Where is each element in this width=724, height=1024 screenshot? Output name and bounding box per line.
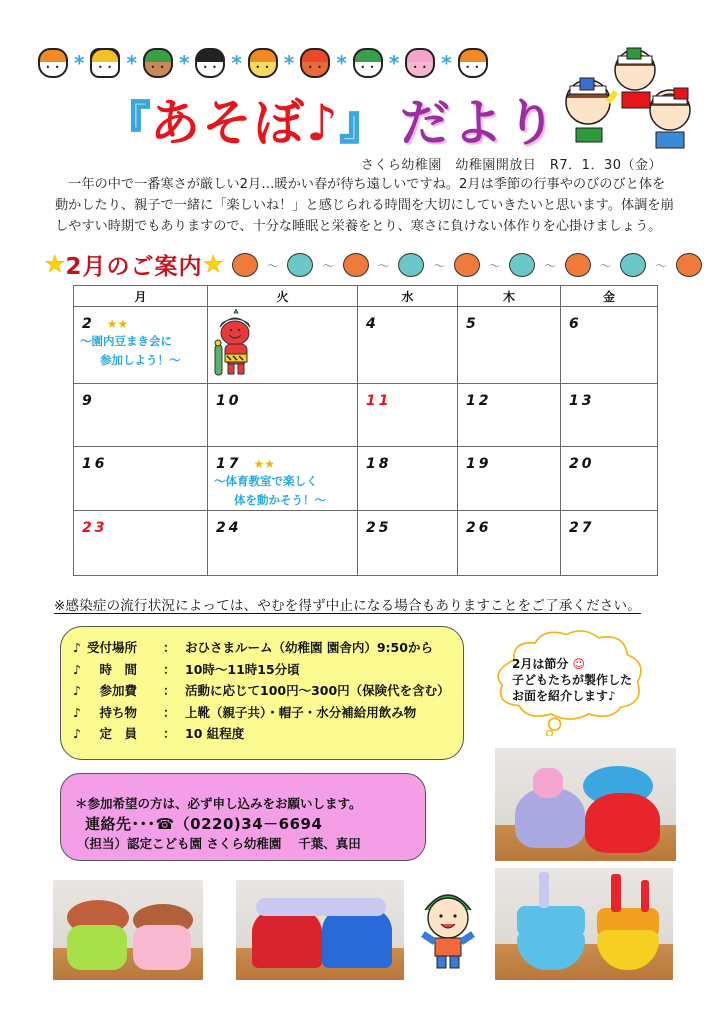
title-open-bracket: 『 — [106, 98, 150, 149]
bear-green-hat-icon — [143, 48, 173, 78]
info-label: 定 員 — [87, 726, 138, 741]
event-date-line: さくら幼稚園 幼稚園開放日 R7．1．30（金） — [360, 158, 662, 173]
cloud-line: 2月は節分 ☺ — [512, 657, 586, 671]
february-calendar — [73, 285, 658, 576]
calendar-cell — [458, 511, 561, 576]
weekday-header: 木 — [458, 286, 561, 307]
cloud-line: お面を紹介します♪ — [512, 689, 616, 703]
section-heading-text: 2月のご案内 — [65, 253, 203, 280]
newsletter-title — [106, 88, 559, 150]
squiggle-decoration: 〜 — [544, 258, 557, 273]
cloud-line: 子どもたちが製作した — [512, 673, 633, 687]
snowman-icon — [195, 48, 225, 78]
calendar-cell — [458, 384, 561, 447]
calendar-cell — [74, 447, 208, 511]
info-label: 受付場所 — [87, 640, 138, 655]
calendar-week-row — [74, 511, 658, 576]
calendar-cell — [458, 307, 561, 384]
snowflake-icon: * — [178, 51, 190, 75]
calendar-cell — [74, 384, 208, 447]
section-heading — [44, 248, 224, 280]
blue-eye-mask — [517, 930, 585, 970]
info-value: 活動に応じて100円～300円（保険代を含む） — [185, 683, 450, 698]
squiggle-decoration: 〜 — [377, 258, 390, 273]
calendar-cell — [358, 447, 458, 511]
day-number: 16 — [82, 456, 108, 472]
info-value: 10 組程度 — [185, 726, 245, 741]
day-number: 19 — [466, 456, 492, 472]
info-row-capacity — [73, 723, 463, 745]
photo-horned-eye-masks — [495, 868, 673, 980]
red-oni-icon — [565, 253, 591, 277]
intro-line: 一年の中で一番寒さが厳しい2月…暖かい春が待ち遠しいですね。2月は季節の行事やのびのびと体を — [55, 177, 666, 192]
oni-face-icon: ☺ — [572, 657, 586, 671]
day-number: 24 — [216, 520, 242, 536]
weekday-header: 金 — [561, 286, 658, 307]
red-mask — [585, 793, 660, 853]
calendar-cell — [208, 511, 358, 576]
info-value: おひさまルーム（幼稚園 園舎内）9:50から — [185, 640, 433, 655]
squiggle-decoration: 〜 — [322, 258, 335, 273]
blue-oni-icon — [509, 253, 535, 277]
calendar-cell — [208, 307, 358, 384]
child-with-oni-hat-illustration — [413, 884, 483, 974]
music-note-icon: ♪ — [73, 704, 81, 720]
mask-hair — [533, 768, 563, 798]
calendar-cell — [561, 307, 658, 384]
snowflake-icon: * — [283, 51, 295, 75]
day-number: 4 — [366, 316, 379, 332]
info-colon: ： — [163, 661, 176, 677]
info-row-fee — [73, 680, 463, 702]
info-value: 上靴（親子共）・帽子・水分補給用飲み物 — [185, 704, 417, 720]
event-line: 体を動かそう！～ — [234, 493, 326, 507]
mittens-icon — [90, 48, 120, 78]
calendar-cell — [358, 307, 458, 384]
mouse-orange-hat-icon — [458, 48, 488, 78]
red-oni-icon — [232, 253, 258, 277]
day-number: 2 — [82, 316, 95, 332]
squiggle-decoration: 〜 — [488, 258, 501, 273]
event-line: ～体育教室で楽しく — [214, 474, 318, 488]
info-row-time — [73, 659, 463, 681]
calendar-cell — [74, 511, 208, 576]
red-mask — [252, 908, 322, 968]
calendar-cell — [561, 384, 658, 447]
day-number: 9 — [82, 393, 95, 409]
mask-horn — [641, 880, 649, 912]
holiday-day-number: 11 — [366, 393, 392, 409]
squiggle-decoration: 〜 — [599, 258, 612, 273]
holiday-day-number: 23 — [82, 520, 108, 536]
calendar-cell — [74, 307, 208, 384]
info-colon: ： — [163, 640, 176, 655]
calendar-cell — [458, 447, 561, 511]
weekday-header: 火 — [208, 286, 358, 307]
info-label: 参加費 — [87, 683, 138, 698]
blue-oni-icon — [620, 253, 646, 277]
day-number: 27 — [569, 520, 595, 536]
star-icon: ★ — [44, 250, 66, 278]
day-number: 10 — [216, 393, 242, 409]
star-icon: ★★ — [106, 317, 129, 331]
day-number: 18 — [366, 456, 392, 472]
snowflake-icon: * — [336, 51, 347, 75]
calendar-week-row — [74, 307, 658, 384]
squiggle-decoration: 〜 — [655, 258, 668, 273]
snowflake-icon: * — [231, 51, 242, 75]
snowflake-icon: * — [441, 51, 452, 75]
pink-mask — [133, 925, 191, 970]
calendar-cell — [208, 384, 358, 447]
red-oni-icon — [454, 253, 480, 277]
day-number: 26 — [466, 520, 492, 536]
title-close-bracket: 』 — [339, 98, 384, 149]
intro-paragraph — [55, 174, 675, 237]
music-note-icon: ♪ — [73, 661, 81, 677]
intro-line: しやすい時期でもありますので、十分な睡眠と栄養をとり、寒さに負けない体作りを心掛けましょう。 — [55, 219, 662, 234]
contact-phone: 連絡先･･･☎（0220)34－6694 — [85, 815, 323, 833]
day-number: 25 — [366, 520, 392, 536]
mask-horn — [611, 874, 621, 912]
info-label: 時 間 — [87, 661, 138, 677]
yellow-eye-mask — [597, 930, 659, 970]
calendar-cell — [561, 447, 658, 511]
event-info-box — [60, 626, 464, 760]
info-label: 持ち物 — [87, 704, 138, 720]
children-with-oni-headbands-illustration — [550, 40, 718, 150]
red-oni-icon — [676, 253, 702, 277]
calendar-cell — [358, 511, 458, 576]
cotton-hair — [256, 898, 386, 916]
cloud-message — [512, 656, 632, 704]
star-icon: ★★ — [253, 457, 275, 471]
snowflake-icon: * — [74, 51, 85, 75]
photo-green-and-pink-oni-masks — [53, 880, 203, 980]
snowflake-icon: * — [126, 51, 137, 75]
calendar-cell — [358, 384, 458, 447]
day-number: 6 — [569, 316, 582, 332]
day-number: 17 — [216, 456, 242, 472]
info-colon: ： — [163, 683, 176, 698]
info-value: 10時～11時15分頃 — [185, 661, 300, 677]
mask-horn — [539, 872, 549, 908]
calendar-week-row — [74, 447, 658, 511]
blue-oni-icon — [398, 253, 424, 277]
green-mask — [67, 925, 127, 970]
cat-orange-hat-icon — [248, 48, 278, 78]
weekday-header: 月 — [74, 286, 208, 307]
day-number: 20 — [569, 456, 595, 472]
squiggle-decoration: 〜 — [266, 258, 279, 273]
calendar-cell — [208, 447, 358, 511]
application-request: ＊参加希望の方は、必ず申し込みをお願いします。 — [75, 796, 362, 811]
info-row-belongings — [73, 702, 463, 724]
blue-oni-icon — [287, 253, 313, 277]
contact-persons: （担当）認定こども園 さくら幼稚園 千葉、真田 — [77, 836, 361, 851]
contact-box — [60, 773, 426, 861]
red-oni-icon — [343, 253, 369, 277]
calendar-cell — [561, 511, 658, 576]
snowflake-icon: * — [388, 51, 400, 75]
info-colon: ： — [163, 704, 176, 720]
intro-line: 動かしたり、親子で一緒に「楽しいね！」と感じられる時間を大切にしていきたいと思います。体調を崩 — [55, 198, 674, 213]
event-note — [80, 332, 207, 370]
oni-border-strip — [232, 250, 702, 280]
red-mittens-icon — [300, 48, 330, 78]
day-number: 13 — [569, 393, 595, 409]
cancellation-notice: ※感染症の流行状況によっては、やむを得ず中止になる場合もありますことをご了承ください。 — [54, 598, 641, 614]
orange-hat-child-icon — [38, 48, 68, 78]
header-icon-row — [38, 44, 548, 82]
music-note-icon: ♪ — [73, 726, 81, 741]
photo-red-and-blue-oni-masks — [236, 880, 404, 980]
photo-purple-and-red-oni-masks — [495, 748, 676, 861]
day-number: 5 — [466, 316, 479, 332]
event-line: ～園内豆まき会に — [80, 334, 172, 348]
event-line: 参加しよう！～ — [100, 353, 181, 367]
calendar-header-row — [74, 286, 658, 307]
info-row-reception — [73, 637, 463, 659]
calendar-week-row — [74, 384, 658, 447]
event-note — [214, 472, 357, 510]
star-icon: ★ — [202, 250, 225, 278]
title-suffix: だより — [399, 94, 559, 152]
red-oni-icon — [212, 309, 258, 379]
title-main: あそぼ♪ — [150, 94, 340, 152]
music-note-icon: ♪ — [73, 640, 81, 655]
pink-sweater-icon — [405, 48, 435, 78]
music-note-icon: ♪ — [73, 683, 81, 698]
cat-green-hat-icon — [353, 48, 383, 78]
day-number: 12 — [466, 393, 492, 409]
squiggle-decoration: 〜 — [433, 258, 446, 273]
info-colon: ： — [163, 726, 176, 741]
weekday-header: 水 — [358, 286, 458, 307]
